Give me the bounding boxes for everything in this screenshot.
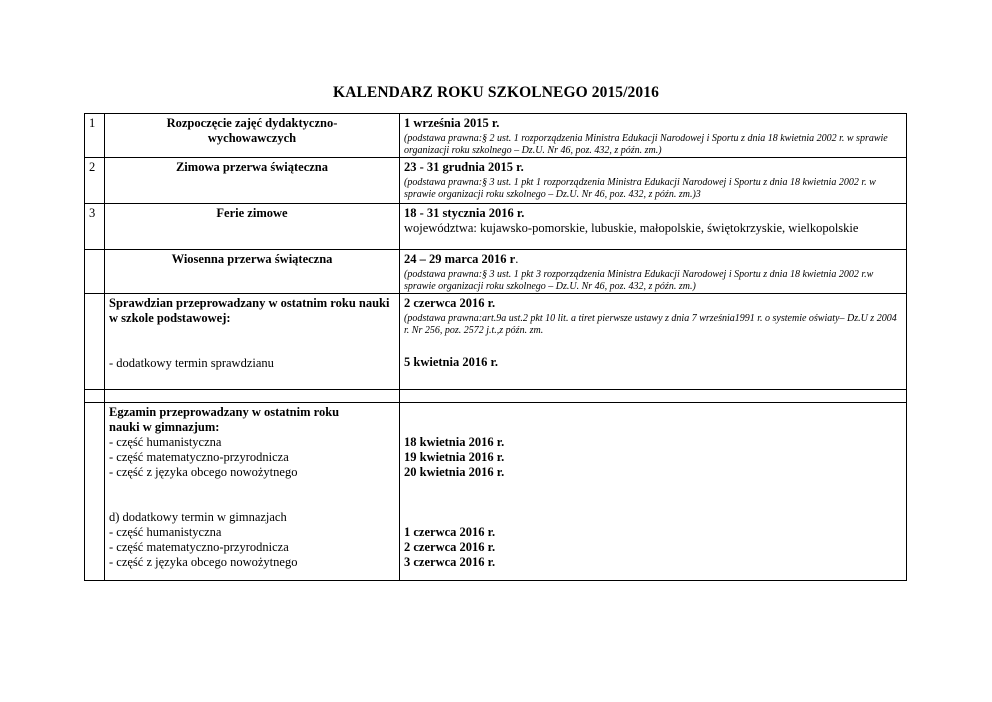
table-row: [85, 204, 907, 250]
table-row: [85, 403, 907, 581]
event-date-cell: [400, 250, 907, 294]
event-name: [105, 390, 400, 403]
row-number: [85, 403, 105, 581]
page-title: KALENDARZ ROKU SZKOLNEGO 2015/2016: [333, 84, 659, 101]
table-row: [85, 250, 907, 294]
extra-exam-date: 2 czerwca 2016 r.: [404, 540, 496, 554]
event-label: Rozpoczęcie zajęć dydaktyczno-wychowawczych: [166, 116, 338, 145]
extra-event-date: 5 kwietnia 2016 r.: [404, 355, 498, 369]
event-date: 1 września 2015 r.: [404, 116, 500, 130]
row-number: 1: [85, 114, 105, 158]
exam-part: - część z języka obcego nowożytnego: [109, 465, 298, 479]
extra-exam-date: 1 czerwca 2016 r.: [404, 525, 496, 539]
event-date-cell: [400, 158, 907, 204]
event-date-cell: [400, 114, 907, 158]
exam-part: - część humanistyczna: [109, 525, 222, 539]
row-number: [85, 250, 105, 294]
exam-part: - część matematyczno-przyrodnicza: [109, 450, 289, 464]
extra-exam-date: 3 czerwca 2016 r.: [404, 555, 496, 569]
calendar-table: [84, 113, 907, 581]
legal-basis: (podstawa prawna:art.9a ust.2 pkt 10 lit. a tiret pierwsze ustawy z dnia 7 września1991 r. o systemie oświaty– Dz.U z 2004 r. Nr 256, poz. 2572 j.t.,z późn. zm.: [404, 313, 897, 336]
row-number: [85, 390, 105, 403]
row-number: [85, 294, 105, 390]
event-name: Zimowa przerwa świąteczna: [105, 158, 400, 204]
exam-part: - część matematyczno-przyrodnicza: [109, 540, 289, 554]
event-date-cell: [400, 390, 907, 403]
event-date-main: 24 – 29 marca 2016 r: [404, 252, 516, 266]
legal-basis: (podstawa prawna:§ 2 ust. 1 rozporządzenia Ministra Edukacji Narodowej i Sportu z dnia 18 kwietnia 2002 r. w sprawie organizacji roku szkolnego – Dz.U. Nr 46, poz. 432, z późn. zm.): [404, 133, 888, 156]
exam-date: 20 kwietnia 2016 r.: [404, 465, 505, 479]
exam-date: 18 kwietnia 2016 r.: [404, 435, 505, 449]
event-date: 23 - 31 grudnia 2015 r.: [404, 160, 524, 174]
event-date: 2 czerwca 2016 r.: [404, 296, 496, 310]
event-date: [404, 252, 902, 267]
extra-event-label: - dodatkowy termin sprawdzianu: [109, 356, 274, 370]
event-name: Ferie zimowe: [105, 204, 400, 250]
event-name: Wiosenna przerwa świąteczna: [105, 250, 400, 294]
event-name: [105, 403, 400, 581]
legal-basis: (podstawa prawna:§ 3 ust. 1 pkt 3 rozporządzenia Ministra Edukacji Narodowej i Sportu z dnia 18 kwietnia 2002 r.w sprawie organizacji roku szkolnego – Dz.U. Nr 46, poz. 432, z późn. zm.): [404, 269, 874, 292]
legal-basis: (podstawa prawna:§ 3 ust. 1 pkt 1 rozporządzenia Ministra Edukacji Narodowej i Sportu z dnia 18 kwietnia 2002 r. w sprawie organizacji roku szkolnego – Dz.U. Nr 46, poz. 432, z późn. zm.)3: [404, 177, 876, 200]
table-row: [85, 390, 907, 403]
exam-part: - część humanistyczna: [109, 435, 222, 449]
exam-heading: Egzamin przeprowadzany w ostatnim roku nauki w gimnazjum:: [109, 405, 340, 434]
table-row: [85, 294, 907, 390]
event-date-cell: [400, 294, 907, 390]
event-date-cell: [400, 403, 907, 581]
row-number: 2: [85, 158, 105, 204]
table-row: [85, 158, 907, 204]
event-name: [105, 114, 400, 158]
event-date: 18 - 31 stycznia 2016 r.: [404, 206, 525, 220]
exam-part: - część z języka obcego nowożytnego: [109, 555, 298, 569]
event-date-tail: .: [515, 252, 519, 266]
event-note: województwa: kujawsko-pomorskie, lubuskie, małopolskie, świętokrzyskie, wielkopolskie: [404, 221, 859, 235]
exam-date: 19 kwietnia 2016 r.: [404, 450, 505, 464]
table-row: [85, 114, 907, 158]
event-label: Sprawdzian przeprowadzany w ostatnim roku nauki w szkole podstawowej:: [109, 296, 390, 325]
row-number: 3: [85, 204, 105, 250]
event-date-cell: [400, 204, 907, 250]
extra-exam-heading: d) dodatkowy termin w gimnazjach: [109, 510, 287, 524]
event-name: [105, 294, 400, 390]
